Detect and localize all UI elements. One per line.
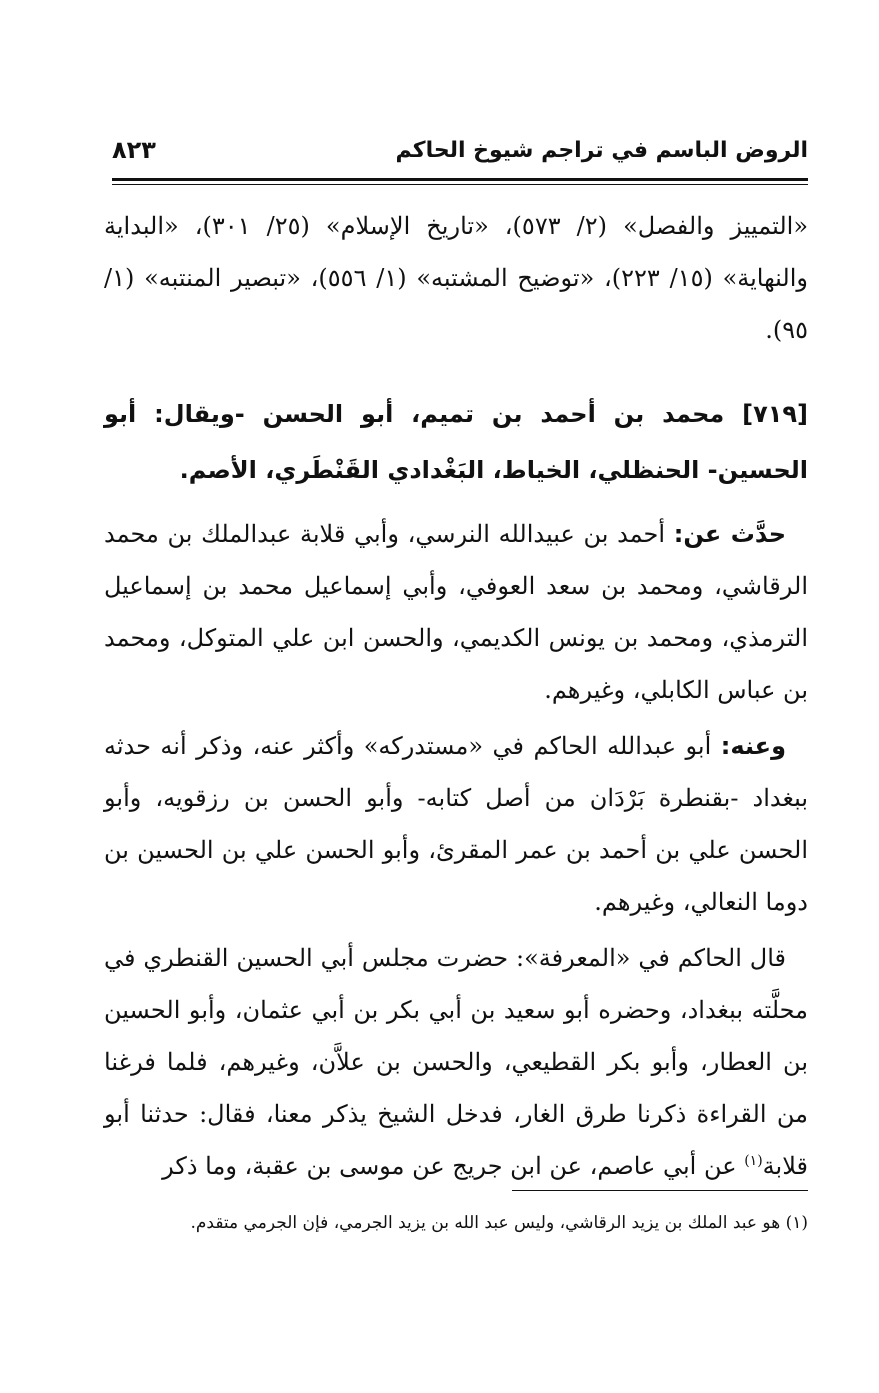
running-title: الروض الباسم في تراجم شيوخ الحاكم: [395, 138, 808, 163]
quote-text-after: عن أبي عاصم، عن ابن جريج عن موسى بن عقبة، وما ذكر: [162, 1152, 745, 1180]
entry-heading: [٧١٩] محمد بن أحمد بن تميم، أبو الحسن -ويقال: أبو الحسين- الحنظلي، الخياط، البَغْدادي القَنْطَري، الأصم.: [104, 400, 808, 484]
teachers-lead: حدَّث عن:: [673, 520, 786, 548]
quote-text-before: قال الحاكم في «المعرفة»: حضرت مجلس أبي الحسين القنطري في محلَّته ببغداد، وحضره أبو سعيد بن أبي بكر بن أبي عثمان، وأبو الحسين بن العطار، وأبو بكر القطيعي، والحسن بن علاَّن، وغيرهم، فلما فرغنا من القراءة ذكرنا طرق الغار، فدخل الشيخ يذكر معنا، فقال: حدثنا أبو قلابة: [104, 944, 808, 1180]
footnote-separator: [512, 1190, 808, 1191]
teachers-paragraph: [104, 508, 808, 716]
students-paragraph: [104, 720, 808, 928]
header-rule-thick: [112, 178, 808, 181]
running-header: [112, 136, 808, 176]
page-number: ٨٢٣: [112, 136, 156, 164]
teachers-text: أحمد بن عبيدالله النرسي، وأبي قلابة عبدالملك بن محمد الرقاشي، ومحمد بن سعد العوفي، وأبي إسماعيل محمد بن إسماعيل الترمذي، ومحمد بن يونس الكديمي، والحسن ابن علي المتوكل، ومحمد بن عباس الكابلي، وغيرهم.: [104, 520, 808, 704]
quote-paragraph: [104, 932, 808, 1192]
header-rule-thin: [112, 184, 808, 185]
students-text: أبو عبدالله الحاكم في «مستدركه» وأكثر عنه، وذكر أنه حدثه ببغداد -بقنطرة بَرْدَان من أصل كتابه- وأبو الحسن بن رزقويه، وأبو الحسن علي بن أحمد بن عمر المقرئ، وأبو الحسن علي بن الحسين بن دوما النعالي، وغيرهم.: [104, 732, 809, 916]
students-lead: وعنه:: [720, 732, 786, 760]
footnote: (١) هو عبد الملك بن يزيد الرقاشي، وليس عبد الله بن يزيد الجرمي، فإن الجرمي متقدم.: [190, 1213, 808, 1233]
page-body: [104, 200, 808, 1196]
footnote-marker[interactable]: (١): [744, 1153, 763, 1169]
continuation-paragraph: «التمييز والفصل» (٢/ ٥٧٣)، «تاريخ الإسلام» (٢٥/ ٣٠١)، «البداية والنهاية» (١٥/ ٢٢٣)، «توضيح المشتبه» (١/ ٥٥٦)، «تبصير المنتبه» (١/ ٩٥).: [104, 212, 809, 344]
